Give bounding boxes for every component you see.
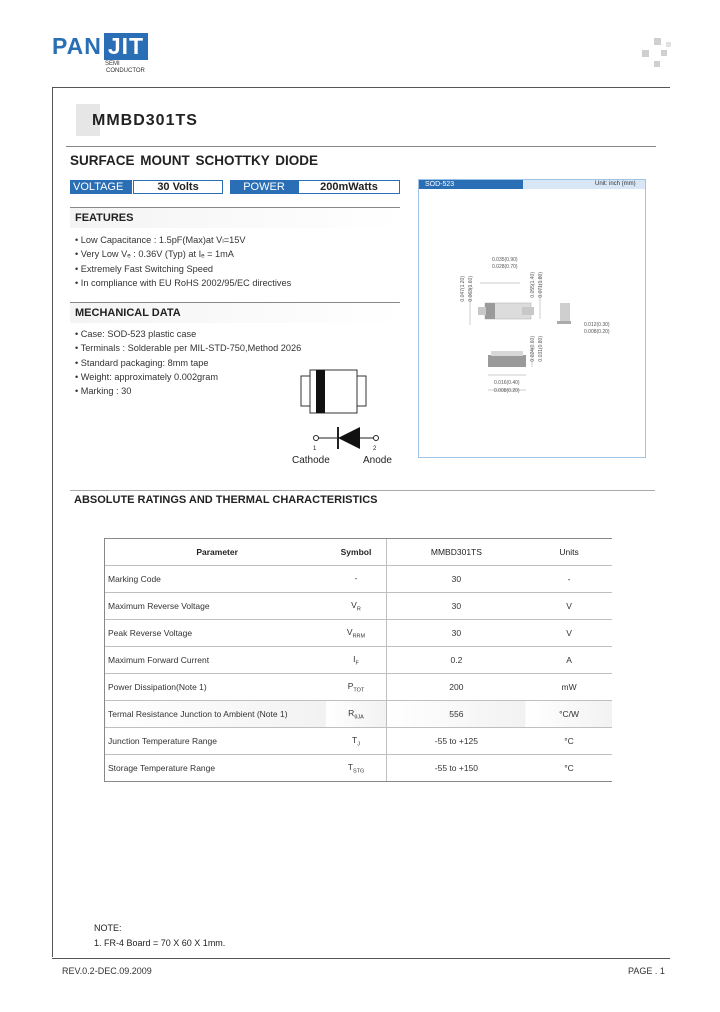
package-unit: Unit: inch (mm) xyxy=(595,181,636,187)
mechanical-item: • Weight: approximately 0.002gram xyxy=(75,370,301,384)
footer-page: PAGE . 1 xyxy=(628,966,665,976)
table-row xyxy=(105,620,613,647)
note-title: NOTE: xyxy=(94,923,122,933)
dim-label: 0.031(0.80) xyxy=(538,336,544,362)
diode-body-icon xyxy=(300,368,370,418)
pin1-label: 1 xyxy=(313,446,317,452)
cell-value: -55 to +125 xyxy=(386,728,526,755)
cell-value: 30 xyxy=(386,620,526,647)
cell-value: 30 xyxy=(386,593,526,620)
cell-parameter: Junction Temperature Range xyxy=(105,728,327,755)
footer-revision: REV.0.2-DEC.09.2009 xyxy=(62,966,152,976)
header-symbol: Symbol xyxy=(326,539,386,566)
logo-sub-semi: SEMI xyxy=(105,61,120,67)
cell-value: -55 to +150 xyxy=(386,755,526,782)
panjit-logo xyxy=(52,33,162,75)
dim-label: 0.047(1.20) xyxy=(460,276,466,302)
anode-label: Anode xyxy=(363,455,392,466)
features-heading: FEATURES xyxy=(70,207,400,228)
cell-units: °C/W xyxy=(526,701,612,728)
footer-rule xyxy=(52,958,670,959)
table-row xyxy=(105,674,613,701)
header-units: Units xyxy=(526,539,612,566)
header-rule xyxy=(52,87,670,88)
cell-parameter: Peak Reverse Voltage xyxy=(105,620,327,647)
mechanical-item: • Terminals : Solderable per MIL-STD-750,Method 2026 xyxy=(75,341,301,355)
cell-symbol: $V_R$ xyxy=(326,593,386,620)
ratings-rule xyxy=(70,490,655,491)
feature-item: • Low Capacitance : 1.5pF(Max)at Vₗ=15V xyxy=(75,233,291,247)
table-row xyxy=(105,755,613,782)
cell-value: 0.2 xyxy=(386,647,526,674)
cell-parameter: Maximum Reverse Voltage xyxy=(105,593,327,620)
mechanical-list xyxy=(75,327,301,398)
cell-value: 556 xyxy=(386,701,526,728)
package-name: SOD-523 xyxy=(419,180,523,189)
title-rule xyxy=(66,146,656,147)
cell-parameter: Power Dissipation(Note 1) xyxy=(105,674,327,701)
header-parameter: Parameter xyxy=(105,539,327,566)
cell-units: °C xyxy=(526,728,612,755)
feature-item: • In compliance with EU RoHS 2002/95/EC directives xyxy=(75,276,291,290)
cell-units: mW xyxy=(526,674,612,701)
mechanical-item: • Case: SOD-523 plastic case xyxy=(75,327,301,341)
dim-label: 0.008(0.20) xyxy=(494,388,520,394)
cell-parameter: Termal Resistance Junction to Ambient (Note 1) xyxy=(105,701,327,728)
ratings-title: ABSOLUTE RATINGS AND THERMAL CHARACTERISTICS xyxy=(74,494,378,506)
dim-label: 0.035(0.90) xyxy=(492,257,518,263)
cell-parameter: Maximum Forward Current xyxy=(105,647,327,674)
logo-wordmark: PAN JIT xyxy=(52,33,148,60)
cell-symbol: $T_{STG}$ xyxy=(326,755,386,782)
voltage-label: VOLTAGE xyxy=(70,180,132,194)
voltage-value: 30 Volts xyxy=(133,180,223,194)
cell-value: 200 xyxy=(386,674,526,701)
cell-units: V xyxy=(526,593,612,620)
power-label: POWER xyxy=(230,180,298,194)
pin2-label: 2 xyxy=(373,446,377,452)
dim-label: 0.063(1.60) xyxy=(468,276,474,302)
feature-item: • Extremely Fast Switching Speed xyxy=(75,262,291,276)
dim-label: 0.016(0.40) xyxy=(494,380,520,386)
table-row xyxy=(105,566,613,593)
cell-units: - xyxy=(526,566,612,593)
dim-label: 0.008(0.20) xyxy=(584,329,610,335)
cell-symbol: $T_J$ xyxy=(326,728,386,755)
cell-units: °C xyxy=(526,755,612,782)
table-row xyxy=(105,647,613,674)
dim-label: 0.012(0.30) xyxy=(584,322,610,328)
diode-symbol-icon xyxy=(310,424,382,452)
table-row xyxy=(105,728,613,755)
cathode-label: Cathode xyxy=(292,455,330,466)
cell-units: A xyxy=(526,647,612,674)
logo-sub-conductor: CONDUCTOR xyxy=(106,68,145,74)
dim-label: 0.055(1.40) xyxy=(530,272,536,298)
table-row xyxy=(105,593,613,620)
table-header-row xyxy=(105,539,613,566)
feature-item: • Very Low Vₑ : 0.36V (Typ) at Iₑ = 1mA xyxy=(75,247,291,261)
cell-symbol: $V_{RRM}$ xyxy=(326,620,386,647)
cell-units: V xyxy=(526,620,612,647)
cell-parameter: Storage Temperature Range xyxy=(105,755,327,782)
dim-label: 0.028(0.70) xyxy=(492,264,518,270)
cell-value: 30 xyxy=(386,566,526,593)
cell-parameter: Marking Code xyxy=(105,566,327,593)
cell-symbol: $I_F$ xyxy=(326,647,386,674)
ratings-table xyxy=(104,538,612,782)
package-drawing xyxy=(460,255,590,405)
header-value: MMBD301TS xyxy=(386,539,526,566)
cell-symbol: $P_{TOT}$ xyxy=(326,674,386,701)
mechanical-item: • Standard packaging: 8mm tape xyxy=(75,356,301,370)
dim-label: 0.024(0.60) xyxy=(530,336,536,362)
cell-symbol: - xyxy=(326,566,386,593)
note-1: 1. FR-4 Board = 70 X 60 X 1mm. xyxy=(94,938,226,948)
table-row xyxy=(105,701,613,728)
left-frame-rule xyxy=(52,87,53,957)
mechanical-item: • Marking : 30 xyxy=(75,384,301,398)
cell-symbol: $R_{\theta JA}$ xyxy=(326,701,386,728)
mechanical-heading: MECHANICAL DATA xyxy=(70,302,400,323)
dim-label: 0.071(1.80) xyxy=(538,272,544,298)
part-number: MMBD301TS xyxy=(92,112,198,129)
document-title: SURFACE MOUNT SCHOTTKY DIODE xyxy=(70,153,319,168)
features-list xyxy=(75,233,291,290)
power-value: 200mWatts xyxy=(298,180,400,194)
